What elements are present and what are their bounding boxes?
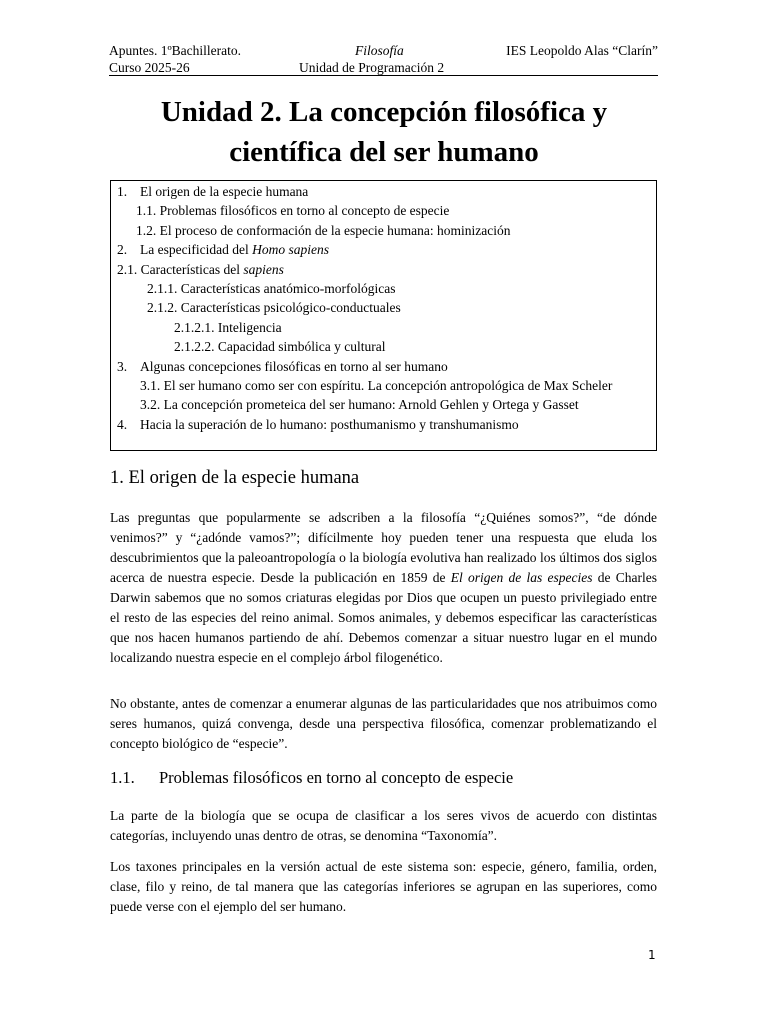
paragraph-text: Las preguntas que popularmente se adscriben a la filosofía “¿Quiénes somos?”, “de dónde venimos?” y “¿adónde vamos?”; difícilmente hoy pueden tener una respuesta que eluda los descubrimientos que la paleoantropología o la biología evolutiva han realizado los últimos dos siglos acerca de nuestra especie. Desde la publicación en 1859 de — [110, 510, 657, 585]
toc-item — [117, 260, 650, 279]
book-title: El origen de las especies — [450, 570, 593, 585]
paragraph-text: de Charles Darwin sabemos que no somos criaturas elegidas por Dios que ocupen un puesto privilegiado entre el resto de las especies del reino animal. Somos animales, y debemos especificar las características que nos hacen humanos partiendo de ahí. Debemos comenzar a situar nuestro lugar en el mundo localizando nuestra especie en el complejo árbol filogenético. — [110, 570, 657, 665]
toc-text: Hacia la superación de lo humano: posthumanismo y transhumanismo — [140, 416, 519, 432]
toc-item: 2.1.2.1. Inteligencia — [174, 319, 282, 335]
toc-text: La especificidad del — [140, 242, 253, 258]
title-line-1: Unidad 2. La concepción filosófica y — [160, 96, 608, 128]
header-school: IES Leopoldo Alas “Clarín” — [506, 43, 658, 58]
toc-item: 2.1.1. Características anatómico-morfológicas — [147, 281, 396, 297]
section-heading-1 — [110, 466, 359, 490]
title-line-2: científica del ser humano — [229, 136, 539, 168]
toc-item: 3.2. La concepción prometeica del ser humano: Arnold Gehlen y Ortega y Gasset — [140, 397, 579, 413]
page-title — [100, 92, 668, 172]
page-number: 1 — [648, 948, 656, 962]
toc-number: 1. — [117, 184, 128, 199]
toc-number: 2. — [117, 242, 128, 258]
toc-item: 2.1.2. Características psicológico-conductuales — [147, 300, 401, 316]
toc-text-italic: sapiens — [243, 261, 284, 277]
toc-item — [117, 182, 650, 201]
toc-text: Algunas concepciones filosóficas en torno al ser humano — [140, 358, 448, 374]
section-number: 1. — [110, 468, 124, 488]
header-subject: Filosofía — [355, 43, 404, 58]
header-unit: Unidad de Programación 2 — [299, 60, 445, 75]
toc-text-italic: Homo sapiens — [252, 242, 329, 258]
body-paragraph: Los taxones principales en la versión actual de este sistema son: especie, género, familia, orden, clase, filo y reino, de tal manera que las categorías inferiores se agrupan en las superiores, como puede verse con el ejemplo del ser humano. — [110, 859, 657, 914]
toc-item — [117, 415, 650, 434]
toc-text: El origen de la especie humana — [140, 184, 309, 199]
section-number: 1.1. — [110, 768, 135, 787]
toc-item: 1.1. Problemas filosóficos en torno al concepto de especie — [136, 203, 450, 219]
toc-item: 3.1. El ser humano como ser con espíritu. La concepción antropológica de Max Scheler — [140, 378, 613, 394]
toc-item: 2.1.2.2. Capacidad simbólica y cultural — [174, 339, 386, 355]
section-title: Problemas filosóficos en torno al concepto de especie — [159, 768, 514, 787]
section-heading-1-1 — [110, 767, 513, 789]
section-title: El origen de la especie humana — [128, 468, 360, 488]
toc-text: 2.1. Características del — [117, 261, 244, 277]
body-paragraph: No obstante, antes de comenzar a enumerar algunas de las particularidades que nos atribuimos como seres humanos, quizá convenga, desde una perspectiva filosófica, comenzar problematizando el concepto biológico de “especie”. — [110, 696, 657, 751]
header-divider — [109, 75, 658, 76]
page-header — [109, 42, 658, 76]
body-paragraph: La parte de la biología que se ocupa de clasificar a los seres vivos de acuerdo con distintas categorías, incluyendo unas dentro de otras, se denomina “Taxonomía”. — [110, 808, 657, 843]
toc-number: 4. — [117, 416, 128, 432]
header-year: Curso 2025-26 — [109, 60, 190, 75]
toc-item — [117, 357, 650, 376]
header-course-label: Apuntes. 1ºBachillerato. — [109, 43, 242, 58]
toc-item — [117, 240, 650, 259]
toc-item: 1.2. El proceso de conformación de la especie humana: hominización — [136, 222, 511, 238]
body-paragraph — [110, 508, 657, 668]
table-of-contents — [110, 180, 657, 451]
toc-number: 3. — [117, 358, 128, 374]
